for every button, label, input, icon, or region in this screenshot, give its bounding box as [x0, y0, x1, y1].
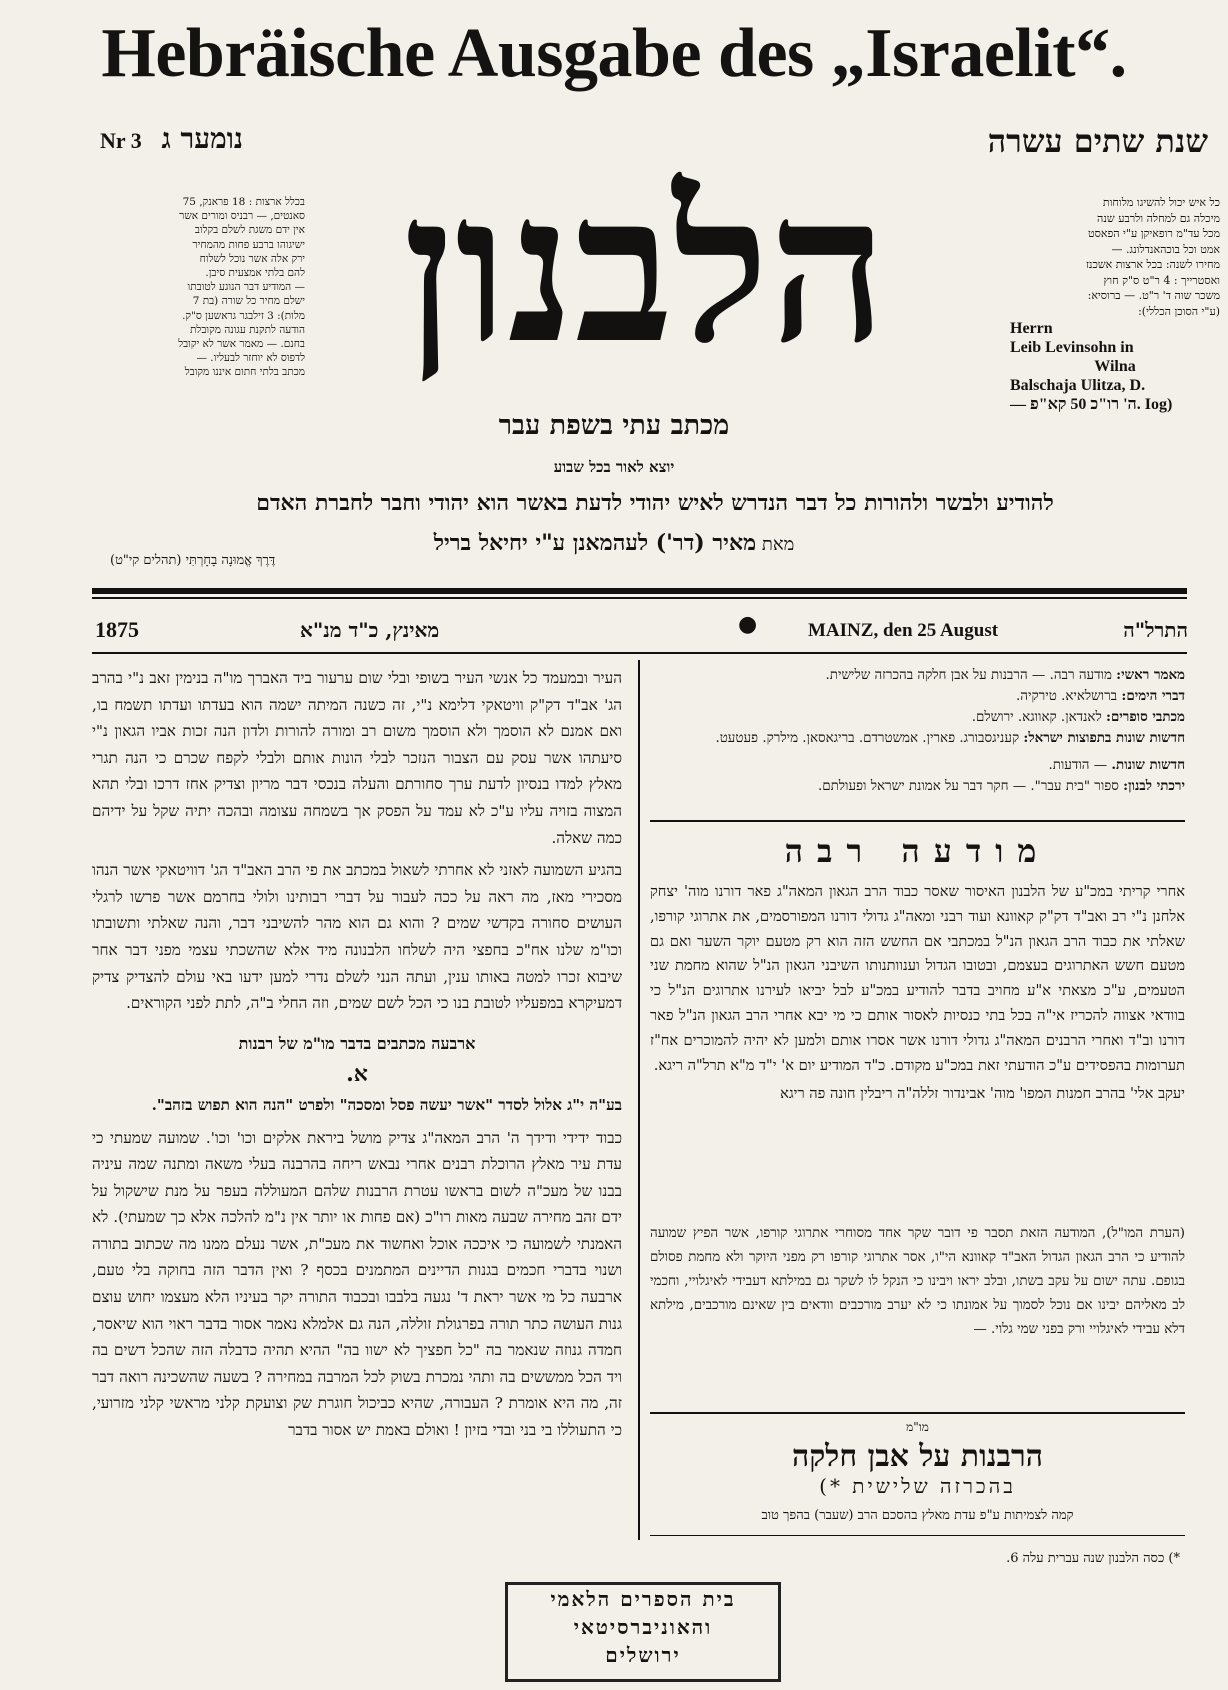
right-box-line: אמט וכל בוכהאנדלונג. —	[1111, 242, 1220, 256]
dateline-bullet: ●	[738, 612, 758, 637]
left-box-line: מכתב בלתי חתום איננו מקובל	[184, 366, 305, 379]
left-box-line: בכלל ארצות : 18 פראנק, 75	[182, 196, 305, 208]
latin-year: 1875	[95, 617, 139, 642]
subscription-price-box	[1010, 195, 1220, 414]
frequency: יוצא לאור בכל שבוע	[553, 458, 675, 476]
year-hebrew: שנת שתים עשרה	[987, 122, 1208, 160]
hebrew-date: מאינץ, כ"ד מנ"א	[300, 618, 440, 642]
stamp-line: בית הספרים הלאמי	[550, 1587, 736, 1611]
left-box-line: — המודיע דבר הנוגע לטובתו	[187, 281, 305, 294]
toc-item: חדשות שונות בתפוצות ישראל: קעניגסבורג. פארין. אמשטרדם. בריגאסאן. מילרק. פעטעט.	[715, 730, 1185, 746]
left-box-line: ירק אלה אשר נוכל לשלוח	[199, 252, 305, 265]
article-paragraph: בהגיע השמועה לאזני לא אחרתי לשאול במכתב את פי הרב האב"ד הג' דוויטאקי אשר הנהו מסכירי מאז, מה ראה על ככה לעבור על דברי רבותינו ולולי בחרמם אשר פרשו לרגלי העושים סחורה בקדשי שמים ? והוא גם הוא מהר להשיבני דבר, והנה שאלתי ותשובתו וכו"מ שלנו אח"כ בחפצי היה לשלחו הלבנונה מיד אלא שהשכתי עצמי מפני דבר אחר שיבוא זכרו למטה באותו ענין, ועתה הנני לשלם נדרי למען ידעו באי עולם להצדיק צדיק דמעיקרא במפעליו לטובת בנו כי הכל לשם שמים, וזה החלי ב"ה, לתת לפני הקוראים.	[92, 861, 622, 1013]
advert-title: הרבנות על אבן חלקה	[792, 1439, 1043, 1474]
footnote: *) כסה הלבנון שנה עברית עלה 6.	[1006, 1551, 1180, 1566]
letter-body: כבוד ידידי ודידך ה' הרב המאה"ג צדיק מושל ביראת אלקים וכו' וכו'. שמועה שמעתי כי עדת עיר מאלץ הרוכלת רבנים אחרי נבאש ריחה בהרבנה בעלי משאה ומתנה שמה עיניה בבנו של מעכ"ה לשום בראשו עטרת הרבנות שלהם המעוללה בעפר על מנת שישקול על ידם זהב מחירה שבעה מאות רו"כ (אם פחות או יותר אין נ"מ להלכה אלא כך שמעתי). לא האמנתי לשמועה כי איככה אוכל ואחשוד את מעכ"ת, אשר נעלם ממנו מה שכתוב בתורה ושנוי בדברי חכמים בגנות הדיינים המתמנים בכסף ? ואין הדבר הזה בחוקה בלי טעם, ארבעה כל מי אשר יראת ד' נגעה בלבבו ובכבוד התורה יקר בעיניו הלא מעצמו יחוש עוצם גנות העושה כתר תורה בפרגולת זוללה, הנה גם אלמלא נאמר אסור בדבר ראוי הוא שיאסר, חמדה גנוזה שנאמר בה "כל חפציך לא ישוו בה" ההיא תהיה כדבלה הזה שהכל דשים בה ויד הכל ממששים בה ותהי נמכרת בשוק לכל המרבה במחירה ? בשעה שהשכינה רואה דבר זה, מה היא אומרת ? העבורה, שהיא כביכול חוגרת שק וצועקת קלני מראשי קלני מזרועי, כי התעוללו בי בני ובדי בזיון ! ואולם באמת יש אסור בדבר	[92, 1128, 622, 1440]
left-box-line: להם בלתי אמצעית סיבן.	[205, 267, 305, 280]
toc-item: מכתבי סופרים: לאנדאן. קאווגא. ירושלם.	[971, 709, 1185, 725]
subtitle: מכתב עתי בשפת עבר	[498, 410, 730, 441]
advert-small: מו"מ	[906, 1420, 929, 1434]
editor-note: (הערת המו"ל), המודעה הזאת תסבר פי דובר שקר אחד מסוחרי אתרוגי קורפו, אשר הפיץ שמועה להודיע כי הרב הגאון הגדול האב"ד קאוונא הי"ו, אסר אתרוגי קורפו רק מפני היוקר ולא מחמת פסולם בגופם. עתה ישום על עקב בשתו, ובלב יראו ויבינו כי הנקל לו לשקר גם במילתא דעבידי לאיגלויי, וחכמי לב מאליהם יבינו אם נוכל לסמוך על אמונתו כי לא יערב מורכבים וודאים בין שאינם מורכבים, מילתא דלא עבידי לאיגלויי ורק בפני שמי גלוי. —	[650, 1226, 1185, 1337]
editor-prefix: מאת	[761, 534, 795, 555]
notice-body	[650, 880, 1185, 1111]
psalm-verse: דֶּרֶךְ אֱמוּנָה בָחָרְתִּי (תהלים קי"ט)	[110, 553, 276, 568]
right-box-line: מחירו לשנה: בכל ארצות אשכנז	[1085, 258, 1220, 271]
right-box-line: כל איש יכול להשיגו מלוחות	[1102, 196, 1220, 209]
letter-number: א.	[346, 1061, 368, 1088]
address-line: — ה' רו"כ 50 קא"פ. Iog)	[1010, 396, 1173, 413]
editor-name: מאיר (דר') לעהמאנן ע"י יחיאל בריל	[433, 530, 757, 556]
letters-heading: ארבעה מכתבים בדבר מו"מ של רבנות	[238, 1033, 476, 1053]
library-stamp	[505, 1582, 781, 1682]
address-line: Leib Levinsohn in	[1010, 339, 1134, 356]
address-line: Balschaja Ulitza, D.	[1010, 377, 1146, 394]
right-box-line: (ע"י הסוכן הכללי):	[1138, 304, 1220, 318]
advert-line: קמה לצמיתות ע"פ עדת מאלץ בהסכם הרב (שעבר) בהפך טוב	[761, 1508, 1074, 1523]
left-box-line: ישיגוהו ברבע פחות מהמחיר	[192, 238, 305, 251]
article-paragraph: העיר ובמעמד כל אנשי העיר בשופי ובלי שום ערעור ביד האברך מו"ה בנימין זאב נ"י בהרב הג' אב"ד דק"ק וויטאקי דלימא נ"י, זה כשנה המיתה ישמה הוא בעדתו ועדתו תשמח בו, ואם אמנם לא הוסמך ולא הוסמך משום רב ומורה להורות ולדון הנה זכות אביו הגאון נ"י סיעתהו אשר עסק עם הצבור הנזכר לבלי הונות אותם ולבלי לקפח שכרם כי הנה תגרי מאלץ למדו בנסיון לדעת ערך סחורתם והעלה בנכסי דבר מריון וצדיק אחז דרכו ובלי תהא המצוה בזויה עליו ע"כ לא עמד על הפסק אך בשמחה עצומה ובהכה יתיה שקל על ידיהם כמה שאלה.	[92, 669, 622, 847]
toc-item: דברי הימים: ברושלאיא. טירקיה.	[1016, 688, 1185, 704]
dateline-rule	[92, 652, 1187, 654]
right-box-line: ואסטרייך : 4 ר"ט ס"ק חוץ	[1103, 273, 1220, 287]
logo-text: הלבנון	[403, 170, 887, 389]
advert-rule	[650, 1412, 1185, 1414]
notice-title: מודעה רבה	[784, 832, 1051, 870]
letter-intro: בע"ה י"ג אלול לסדר "אשר יעשה פסל ומסכה" ולפרט "הנה הוא תפוש בזהב".	[151, 1095, 622, 1114]
motto: להודיע ולבשר ולהורות כל דבר הנדרש לאיש יהודי לדעת באשר הוא יהודי וחבר לחברת האדם	[256, 490, 1054, 516]
masthead-rule-thin	[92, 597, 1187, 599]
latin-date: MAINZ, den 25 August	[808, 620, 999, 641]
main-article	[92, 665, 622, 1450]
right-box-line: משכר שוה ד' ר"ט. — ברוסיא:	[1087, 289, 1220, 302]
left-box-line: הודעה לתקנת עגונה מקובלת	[190, 323, 305, 336]
issue-latin: Nr 3	[100, 128, 142, 153]
halevanon-logo	[295, 170, 995, 410]
stamp-line: ירושלים	[605, 1643, 681, 1667]
agent-address	[1010, 319, 1220, 414]
left-box-line: מלות): 3 זילבגר גראשען ס"ק.	[182, 309, 305, 322]
toc-item: ירכתי לבנון: ספור "בית עבר". — חקר דבר על אמונת ישראל ופעולתם.	[817, 778, 1185, 794]
address-line: Wilna	[1094, 358, 1136, 375]
footnote-rule	[650, 1535, 1185, 1536]
hebrew-year: התרל"ה	[1123, 618, 1188, 642]
table-of-contents	[650, 665, 1185, 797]
subscription-terms-box	[95, 195, 305, 380]
right-box-line: מיכלה גם למחלה ולרבע שנה	[1097, 211, 1220, 225]
advert-subtitle: בהכרזה שלישית *)	[819, 1474, 1016, 1498]
notice-signature: יעקב אלי' בהרב חמנות המפו' מוה' אבינדור זללה"ה ריבלין חונה פה ריגא	[780, 1085, 1185, 1103]
left-box-line: בחנם. — מאמר אשר לא יקובל	[178, 338, 305, 351]
left-box-line: לדפוס לא יוחזר לבעליו. —	[196, 352, 305, 365]
issue-hebrew: נומער ג	[161, 122, 243, 155]
masthead-rule-thick	[92, 588, 1187, 594]
toc-item: מאמר ראשי: מודעה רבה. — הרבנות על אבן חלקה בהכרזה שלישית.	[825, 667, 1185, 683]
toc-item: חדשות שונות. — הודעות.	[1048, 757, 1185, 773]
issue-number	[100, 122, 243, 156]
advert	[650, 1420, 1185, 1523]
left-box-line: אין ידם משגת לשלם בקלוב	[194, 224, 305, 237]
right-box-line: מכל עד"מ רופאיקן ע"י הפאסט	[1087, 227, 1220, 240]
german-title: Hebräische Ausgabe des „Israelit“.	[101, 15, 1127, 92]
left-box-line: ישלם מחיר כל שורה (בת 7	[192, 295, 305, 308]
stamp-line: והאוניברסיטאי	[573, 1615, 713, 1639]
address-line: Herrn	[1010, 320, 1053, 337]
toc-rule	[650, 820, 1185, 822]
left-box-line: סאנטים, — רבניס ומורים אשר	[179, 210, 305, 223]
column-divider	[638, 660, 640, 1540]
notice-paragraph: אחרי קריתי במכ"ע של הלבנון האיסור שאסר כבוד הרב הגאון המאה"ג פאר דורנו מוה' יצחק אלחנן נ"י רב ואב"ד דק"ק קאוונא ועוד רבני ומאה"ג גדולי דורנו המפורסמים, את אתרוגי קורפו, שאלתי את כבוד הרב הגאון הנ"ל במכתבי אם החשש הזה הוא רק מטעם יוקר השער ואם גם מטעם חשש האתרוגים בעצמם, ובטובו הגדול וענוותנותו השיבני הגאון הנ"ל שהוא מחמת שני הטעמים, ע"כ מצאתי א"ע מחויב בדבר להודיע במכ"ע לבל יביאו לעירנו אתרוגים הנ"ל כי בוודאי אצווה להכריז אי"ה בכל בתי כנסיות לאסור אותם כי מי יבא אחרי הרב הגאון הנ"ל פאר דורנו וב"ד ואחרי הרבנים המאה"ג גדולי דורנו אשר אסרו אותם ולמען לא יהיה להמוכרים אח"ז תערומות בהפסידים ע"כ הודעתי זאת במכ"ע מקודם. כ"ד המודיע יום א' י"ד מ"א תרל"ה ריגא.	[650, 883, 1185, 1074]
